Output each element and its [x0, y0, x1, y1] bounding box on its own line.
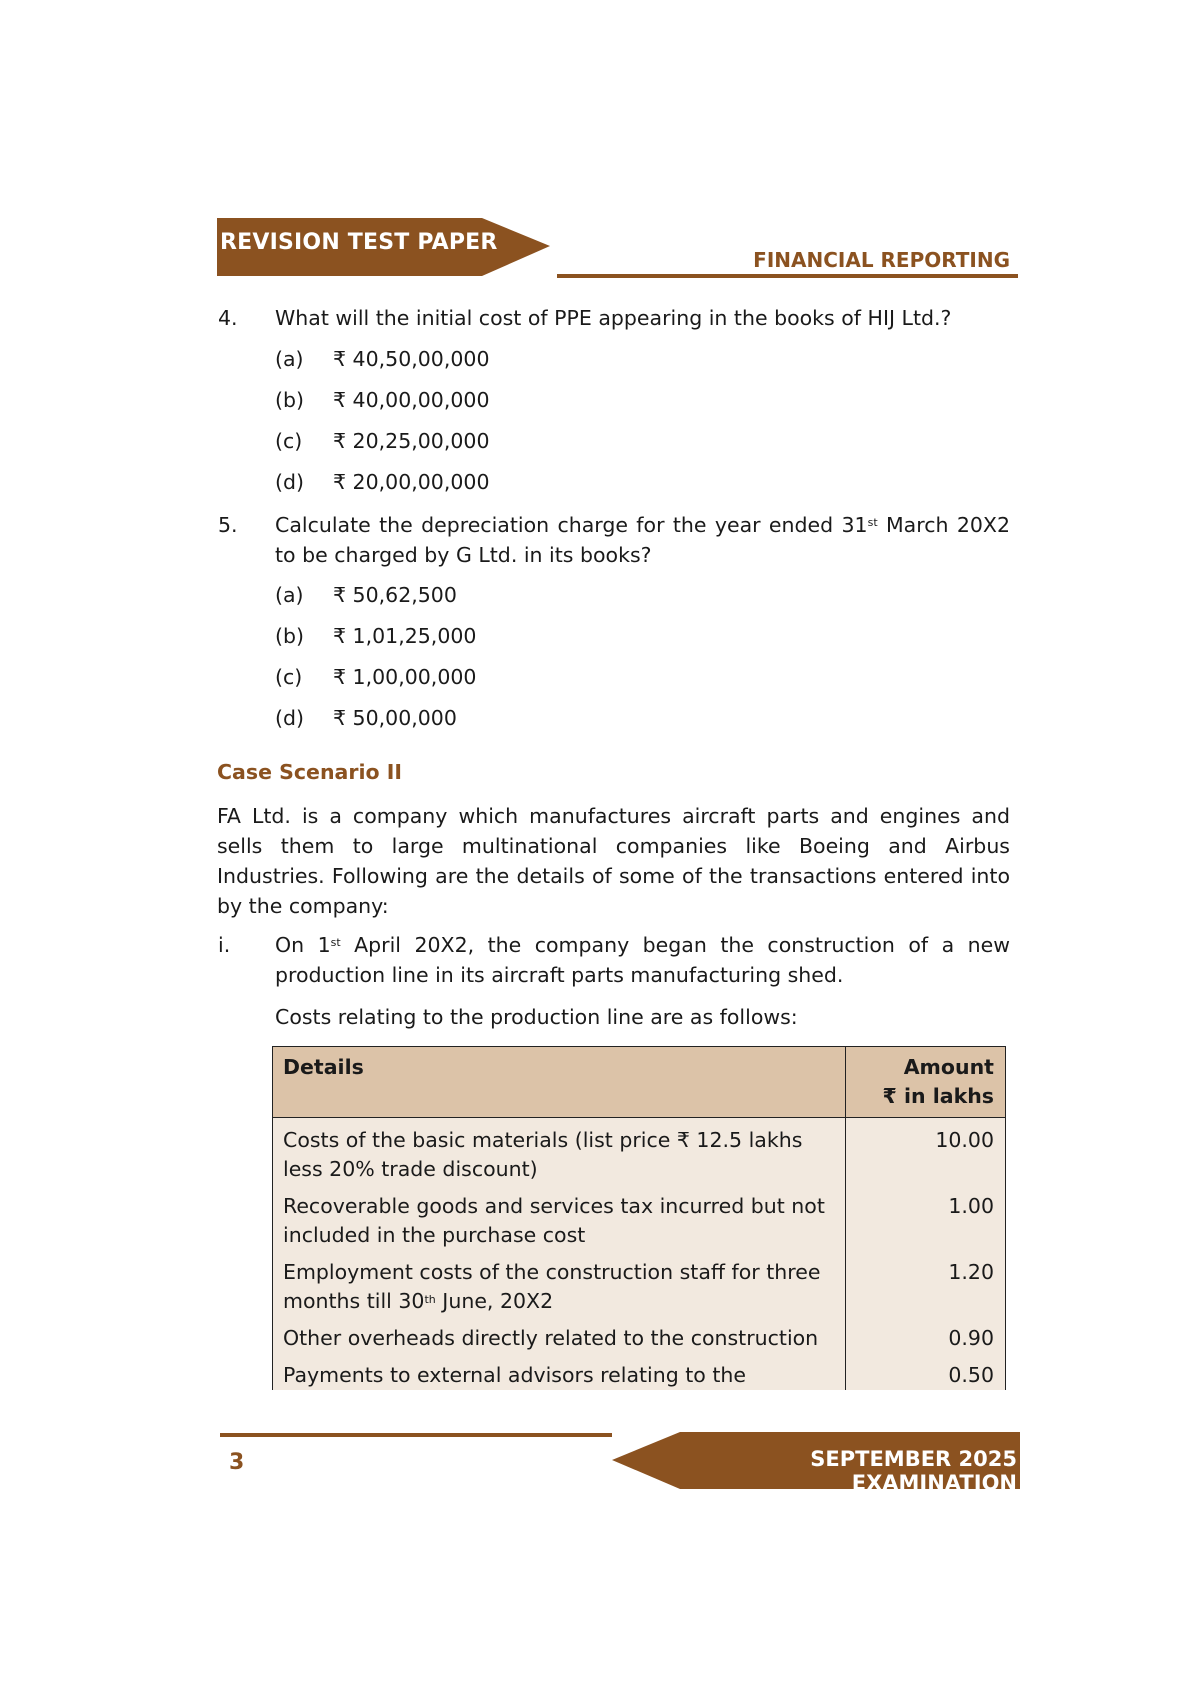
row-details: Costs of the basic materials (list price ₹ 12.5 lakhs less 20% trade discount)	[273, 1118, 846, 1189]
row-amount: 1.00	[845, 1188, 1005, 1254]
row-amount: 1.20	[845, 1254, 1005, 1320]
costs-intro: Costs relating to the production line are as follows:	[275, 1005, 798, 1029]
question-4-number: 4.	[218, 306, 238, 330]
question-4-text: What will the initial cost of PPE appearing in the books of HIJ Ltd.?	[275, 306, 952, 330]
row-details: Other overheads directly related to the construction	[273, 1320, 846, 1357]
page-number: 3	[229, 1450, 245, 1475]
superscript: st	[330, 936, 341, 949]
cost-table-wrapper	[272, 1046, 1007, 1390]
row-amount: 0.50	[845, 1357, 1005, 1390]
q5-option-label: (b)	[275, 624, 305, 648]
q5-option-value: ₹ 50,62,500	[333, 583, 457, 607]
table-header-row	[273, 1047, 1006, 1118]
case-scenario-heading: Case Scenario II	[217, 760, 402, 784]
cost-table	[272, 1046, 1006, 1390]
q5-option-label: (a)	[275, 583, 304, 607]
superscript: st	[867, 516, 878, 529]
table-row	[273, 1320, 1006, 1357]
q5-option-label: (d)	[275, 706, 305, 730]
q4-option-value: ₹ 20,25,00,000	[333, 429, 490, 453]
q4-option-label: (a)	[275, 347, 304, 371]
q4-option-label: (c)	[275, 429, 303, 453]
header-left-title: REVISION TEST PAPER	[220, 230, 498, 255]
q5-option-value: ₹ 1,01,25,000	[333, 624, 477, 648]
superscript: th	[424, 1293, 436, 1306]
item-i-text: On 1st April 20X2, the company began the construction of a new production line in its aircraft parts manufacturing shed.	[275, 933, 1010, 987]
table-row	[273, 1357, 1006, 1390]
footer-exam-title: SEPTEMBER 2025 EXAMINATION	[810, 1447, 1017, 1495]
item-i-number: i.	[218, 933, 231, 957]
table-row	[273, 1188, 1006, 1254]
question-5-number: 5.	[218, 513, 238, 537]
table-row	[273, 1118, 1006, 1189]
q5-option-label: (c)	[275, 665, 303, 689]
header-rule	[557, 274, 1018, 278]
row-details: Employment costs of the construction staff for three months till 30th June, 20X2	[273, 1254, 846, 1320]
footer-rule	[220, 1433, 612, 1437]
row-amount: 10.00	[845, 1118, 1005, 1189]
row-details: Recoverable goods and services tax incurred but not included in the purchase cost	[273, 1188, 846, 1254]
q5-option-value: ₹ 1,00,00,000	[333, 665, 477, 689]
q4-option-value: ₹ 40,00,00,000	[333, 388, 490, 412]
header-right-title: FINANCIAL REPORTING	[753, 248, 1010, 272]
row-amount: 0.90	[845, 1320, 1005, 1357]
q4-option-label: (b)	[275, 388, 305, 412]
q4-option-value: ₹ 20,00,00,000	[333, 470, 490, 494]
row-details: Payments to external advisors relating to the	[273, 1357, 846, 1390]
q4-option-label: (d)	[275, 470, 305, 494]
q4-option-value: ₹ 40,50,00,000	[333, 347, 490, 371]
case-intro-paragraph: FA Ltd. is a company which manufactures aircraft parts and engines and sells them to large multinational companies like Boeing and Airbus Industries. Following are the details of some of the transactions entered into by the company:	[217, 804, 1010, 918]
q5-option-value: ₹ 50,00,000	[333, 706, 457, 730]
table-row	[273, 1254, 1006, 1320]
column-header-amount: Amount ₹ in lakhs	[845, 1047, 1005, 1118]
question-5-text: Calculate the depreciation charge for the year ended 31st March 20X2 to be charged by G Ltd. in its books?	[275, 513, 1010, 567]
column-header-details: Details	[273, 1047, 846, 1118]
